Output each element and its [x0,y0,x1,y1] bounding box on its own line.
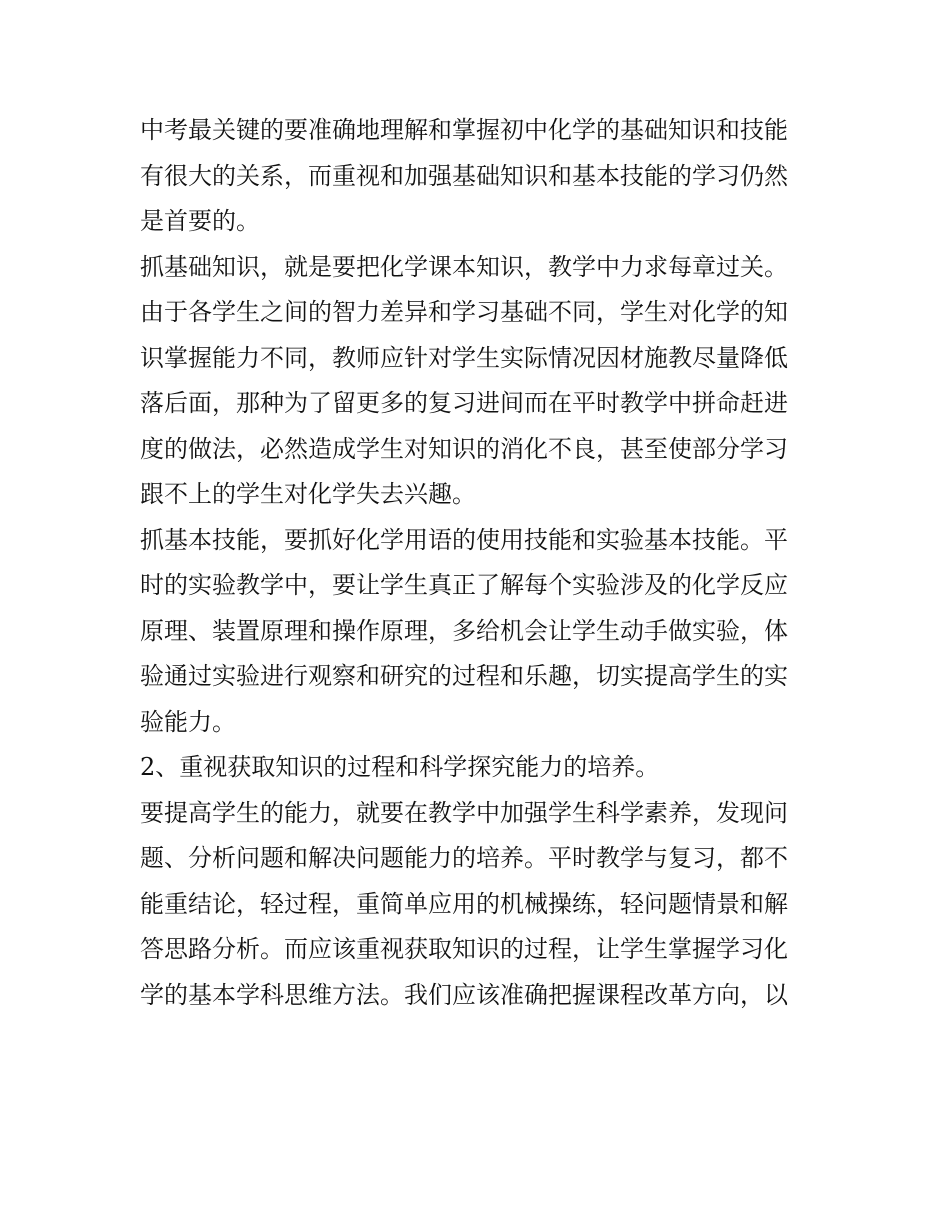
paragraph-5: 要提高学生的能力，就要在教学中加强学生科学素养，发现问 题、分析问题和解决问题能力的培养。平时教学与复习，都不 能重结论，轻过程，重简单应用的机械操练，轻问题情景和解 答思路分析。而应该重视获取知识的过程，让学生掌握学习化 学的基本学科思维方法。我们应该准确把握课程改革方向，以 [140,798,788,1009]
document-body [140,108,812,1018]
paragraph-3: 由于各学生之间的智力差异和学习基础不同，学生对化学的知 识掌握能力不同，教师应针对学生实际情况因材施教尽量降低 落后面，那种为了留更多的复习进间而在平时教学中拼命赶进 度的做法，必然造成学生对知识的消化不良，甚至使部分学习 跟不上的学生对化学失去兴趣。 [140,298,788,508]
paragraph-4: 抓基本技能，要抓好化学用语的使用技能和实验基本技能。平 时的实验教学中，要让学生真正了解每个实验涉及的化学反应 原理、装置原理和操作原理，多给机会让学生动手做实验，体 验通过实验进行观察和研究的过程和乐趣，切实提高学生的实 验能力。 [140,525,788,736]
section-heading: 2、重视获取知识的过程和科学探究能力的培养。 [140,753,660,781]
paragraph-1: 中考最关键的要准确地理解和掌握初中化学的基础知识和技能 有很大的关系，而重视和加强基础知识和基本技能的学习仍然 是首要的。 [140,116,788,235]
paragraph-2: 抓基础知识，就是要把化学课本知识，教学中力求每章过关。 [140,252,788,281]
